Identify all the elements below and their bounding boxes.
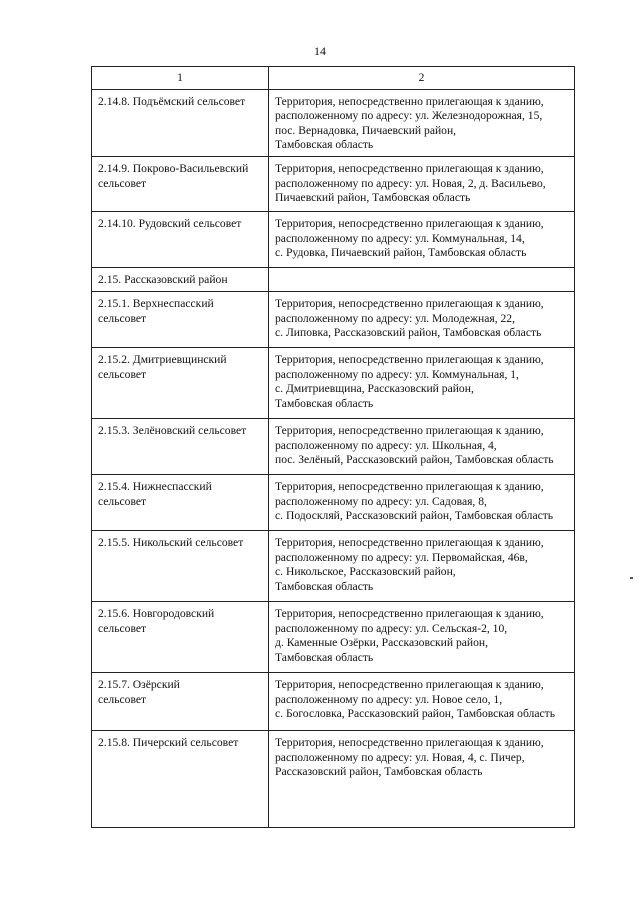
settlement-name-cell: 2.15.5. Никольский сельсовет (92, 530, 269, 601)
territory-description-cell: Территория, непосредственно прилегающая к зданию, расположенному по адресу: ул. Новая, 4, с. Пичер, Рассказовский район, Тамбовская область (269, 730, 575, 827)
table-row (92, 672, 575, 730)
table-row (92, 89, 575, 156)
settlement-name-cell: 2.15. Рассказовский район (92, 267, 269, 291)
settlement-name-cell: 2.15.8. Пичерский сельсовет (92, 730, 269, 827)
settlement-name-cell: 2.15.3. Зелёновский сельсовет (92, 418, 269, 474)
table-row (92, 211, 575, 267)
table-row (92, 347, 575, 418)
settlement-name-cell: 2.15.7. Озёрский сельсовет (92, 672, 269, 730)
page-number: 14 (314, 44, 326, 58)
settlement-name-cell: 2.15.4. Нижнеспасский сельсовет (92, 474, 269, 530)
territory-description-cell: Территория, непосредственно прилегающая к зданию, расположенному по адресу: ул. Новое село, 1, с. Богословка, Рассказовский район, Тамбовская область (269, 672, 575, 730)
territory-description-cell: Территория, непосредственно прилегающая к зданию, расположенному по адресу: ул. Первомайская, 46в, с. Никольское, Рассказовский район, Тамбовская область (269, 530, 575, 601)
territory-description-cell: Территория, непосредственно прилегающая к зданию, расположенному по адресу: ул. Коммунальная, 14, с. Рудовка, Пичаевский район, Тамбовская область (269, 211, 575, 267)
header-col-1: 1 (92, 67, 269, 90)
table-body (92, 89, 575, 827)
margin-mark (630, 577, 633, 579)
settlement-name-cell: 2.14.8. Подъёмский сельсовет (92, 89, 269, 156)
header-col-2: 2 (269, 67, 575, 90)
table-row (92, 267, 575, 291)
table-row (92, 530, 575, 601)
territory-description-cell: Территория, непосредственно прилегающая к зданию, расположенному по адресу: ул. Новая, 2, д. Васильево, Пичаевский район, Тамбовская область (269, 156, 575, 211)
table-row (92, 601, 575, 672)
table-header-row (92, 67, 575, 90)
table-row (92, 291, 575, 347)
table-row (92, 730, 575, 827)
territory-description-cell (269, 267, 575, 291)
territory-description-cell: Территория, непосредственно прилегающая к зданию, расположенному по адресу: ул. Коммунальная, 1, с. Дмитриевщина, Рассказовский район, Тамбовская область (269, 347, 575, 418)
territory-description-cell: Территория, непосредственно прилегающая к зданию, расположенному по адресу: ул. Молодежная, 22, с. Липовка, Рассказовский район, Тамбовская область (269, 291, 575, 347)
table-row (92, 156, 575, 211)
table-row (92, 418, 575, 474)
settlement-name-cell: 2.15.2. Дмитриевщинский сельсовет (92, 347, 269, 418)
territory-description-cell: Территория, непосредственно прилегающая к зданию, расположенному по адресу: ул. Садовая, 8, с. Подоскляй, Рассказовский район, Тамбовская область (269, 474, 575, 530)
table-row (92, 474, 575, 530)
territory-description-cell: Территория, непосредственно прилегающая к зданию, расположенному по адресу: ул. Железнодорожная, 15, пос. Вернадовка, Пичаевский район, Тамбовская область (269, 89, 575, 156)
territory-description-cell: Территория, непосредственно прилегающая к зданию, расположенному по адресу: ул. Сельская-2, 10, д. Каменные Озёрки, Рассказовский район, Тамбовская область (269, 601, 575, 672)
settlement-name-cell: 2.15.1. Верхнеспасский сельсовет (92, 291, 269, 347)
settlement-name-cell: 2.15.6. Новгородовский сельсовет (92, 601, 269, 672)
settlement-name-cell: 2.14.9. Покрово-Васильевский сельсовет (92, 156, 269, 211)
territory-table (91, 66, 575, 828)
territory-description-cell: Территория, непосредственно прилегающая к зданию, расположенному по адресу: ул. Школьная, 4, пос. Зелёный, Рассказовский район, Тамбовская область (269, 418, 575, 474)
settlement-name-cell: 2.14.10. Рудовский сельсовет (92, 211, 269, 267)
